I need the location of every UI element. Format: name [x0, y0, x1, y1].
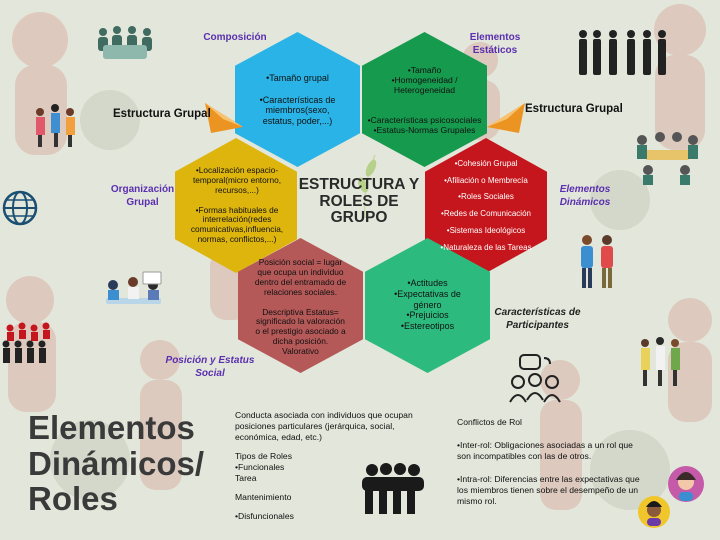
label-composicion: Composición — [203, 32, 267, 43]
roles-definition-text: Conducta asociada con individuos que ocupan posiciones particulares (jerárquica, social, económica, edad, etc.) — [235, 410, 413, 442]
notes-right — [457, 417, 672, 515]
label-elementos-estaticos: Elementos Estáticos — [469, 32, 521, 56]
people-group-icon — [95, 25, 155, 60]
people-standing-icon — [575, 28, 670, 76]
hexagon-posicion-text: Posición social = lugar que ocupa un individuo dentro del entramado de relaciones sociales. Descriptiva Estatus= significado la valoración o el prestigio asociado a dicha posición. Valorativo — [254, 256, 347, 357]
hexagon-estaticos-text: •Tamaño •Homogeneidad / Heterogeneidad •Características psicosociales •Estatus-Normas Grupales — [367, 64, 482, 136]
big-title-line-1: Elementos — [28, 409, 195, 446]
globe-network-icon — [0, 188, 40, 228]
arrow-right-icon — [487, 103, 525, 135]
hexagon-organizacion-text: •Localización espacio- temporal(micro entorno, recursos,...) •Formas habituales de interrelación(redes comunicativas,influencia, normas, conflictos,...) — [190, 165, 284, 244]
roles-dysfunctional-text: •Disfuncionales — [235, 511, 294, 521]
label-caracteristicas-participantes: Características de Participantes — [494, 307, 581, 331]
celebrating-people-icon — [30, 100, 80, 150]
crowd-icon — [0, 320, 55, 365]
role-conflicts-title: Conflictos de Rol — [457, 417, 522, 427]
label-estructura-grupal-left: Estructura Grupal — [113, 108, 211, 120]
big-title-line-3: Roles — [28, 480, 118, 518]
hexagon-participantes-text: •Actitudes •Expectativas de género •Prejuicios •Estereotipos — [394, 278, 461, 331]
women-group-icon — [635, 335, 685, 390]
notes-middle — [235, 410, 445, 530]
roles-types-text: Tipos de Roles •Funcionales Tarea — [235, 451, 293, 483]
roles-maintenance-text: Mantenimiento — [235, 492, 292, 502]
big-title-line-2: Dinámicos/ — [28, 444, 205, 482]
hexagon-dinamicos-text: •Cohesión Grupal •Afiliación o Membrecía •Roles Sociales •Redes de Comunicación •Sistemas Ideológicos •Naturaleza de las Tareas — [440, 158, 532, 252]
label-posicion-estatus: Posición y Estatus Social — [165, 355, 255, 379]
inter-role-text: •Inter-rol: Obligaciones asociadas a un rol que son incompatibles con las de otros. — [457, 440, 633, 461]
team-meeting-icon — [98, 270, 168, 315]
chat-people-icon — [508, 352, 563, 410]
label-elementos-dinamicos: Elementos Dinámicos — [559, 184, 611, 208]
intra-role-text: •Intra-rol: Diferencias entre las expectativas que los miembros tienen sobre el desempeño de un mismo rol. — [457, 474, 640, 506]
people-couple-icon — [575, 232, 620, 292]
label-estructura-grupal-right: Estructura Grupal — [525, 103, 623, 115]
label-organizacion-grupal: Organización Grupal — [110, 184, 175, 208]
meeting-table-icon — [630, 125, 705, 185]
center-title: ESTRUCTURA Y ROLES DE GRUPO — [298, 176, 420, 227]
big-title — [28, 410, 204, 517]
hexagon-composicion-text: •Tamaño grupal •Características de miembros(sexo, estatus, poder,...) — [259, 73, 336, 126]
